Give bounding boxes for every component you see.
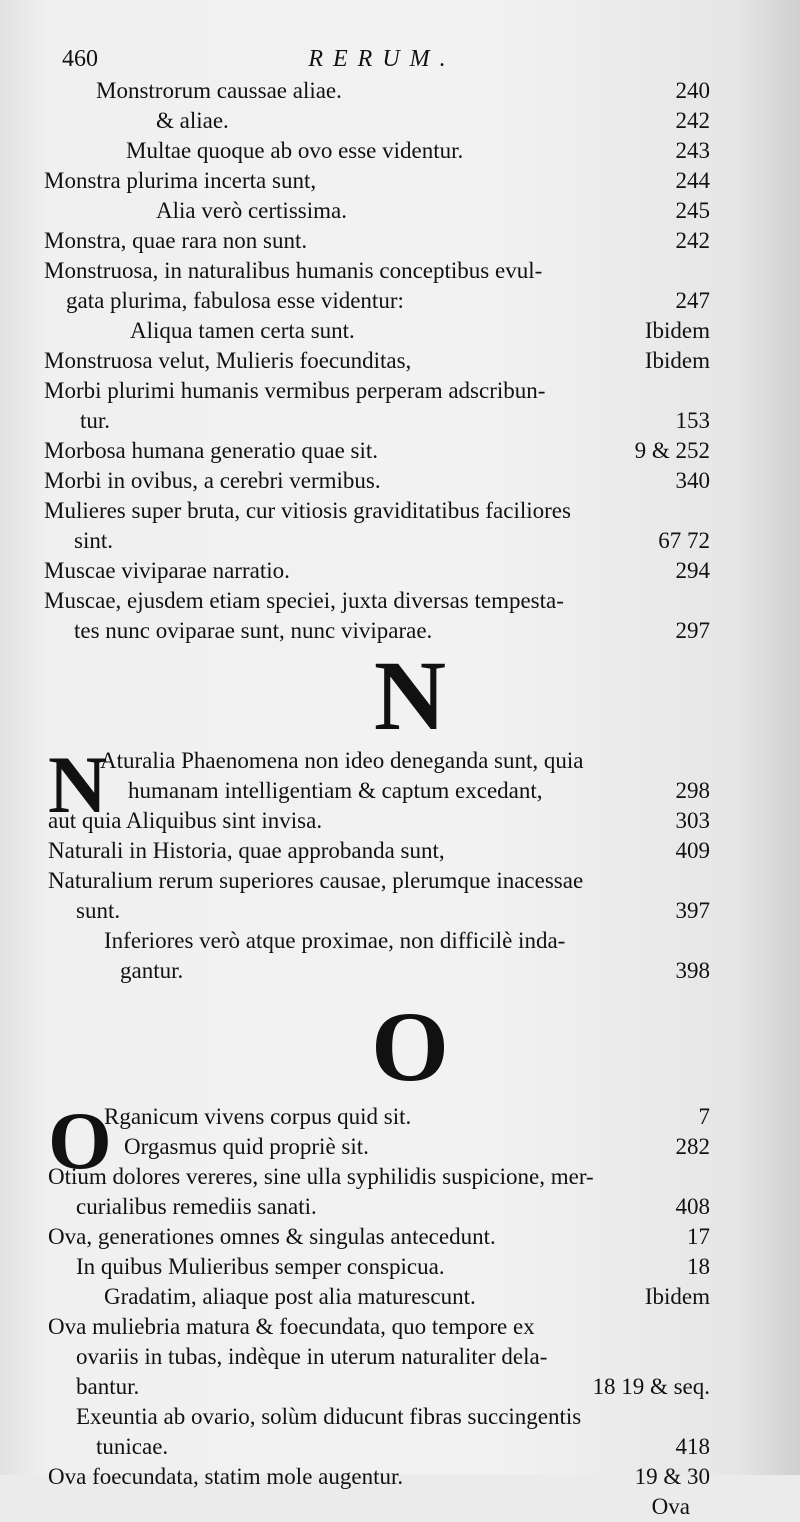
entry-page-ref: 18: [687, 1254, 710, 1279]
entry-page-ref: 303: [675, 808, 710, 833]
entry-text: Ova, generationes omnes & singulas antecedunt.: [48, 1224, 496, 1249]
index-entry: [0, 806, 800, 836]
entry-text: Alia verò certissima.: [156, 198, 347, 223]
index-entry: [0, 76, 800, 106]
index-entry: [0, 1102, 800, 1132]
index-entry: [0, 836, 800, 866]
index-entry: [0, 1312, 800, 1342]
index-entry: [0, 1462, 800, 1492]
entry-page-ref: 67 72: [658, 528, 710, 553]
entry-page-ref: 240: [675, 78, 710, 103]
running-title: RERUM.: [308, 46, 456, 72]
entry-page-ref: 409: [675, 838, 710, 863]
entry-page-ref: 243: [675, 138, 710, 163]
entry-text: Multae quoque ab ovo esse videntur.: [126, 138, 464, 163]
entry-text: gantur.: [120, 958, 184, 983]
entry-text: Mulieres super bruta, cur vitiosis graviditatibus faciliores: [44, 498, 571, 523]
index-entry: [0, 1282, 800, 1312]
entry-page-ref: 245: [675, 198, 710, 223]
index-entries: [0, 76, 800, 1522]
index-entry: [0, 136, 800, 166]
entry-text: Inferiores verò atque proximae, non difficilè inda-: [104, 928, 566, 953]
index-entry: [0, 1222, 800, 1252]
index-entry: [0, 316, 800, 346]
entry-text: Naturalium rerum superiores causae, plerumque inacessae: [48, 868, 584, 893]
entry-text: Rganicum vivens corpus quid sit.: [104, 1104, 412, 1129]
drop-cap-o: O: [48, 1095, 112, 1186]
entry-page-ref: 19 & 30: [634, 1464, 710, 1489]
index-entry: [0, 1342, 800, 1372]
index-entry: [0, 896, 800, 926]
index-entry: [0, 286, 800, 316]
index-entry: [0, 496, 800, 526]
entry-text: aut quia Aliquibus sint invisa.: [48, 808, 323, 833]
entry-page-ref: 398: [675, 958, 710, 983]
entry-page-ref: 397: [675, 898, 710, 923]
entry-page-ref: 418: [675, 1434, 710, 1459]
index-entry: [0, 746, 800, 776]
entry-text: Muscae viviparae narratio.: [44, 558, 290, 583]
entry-text: Gradatim, aliaque post alia maturescunt.: [104, 1284, 476, 1309]
index-entry: [0, 1432, 800, 1462]
index-entry: [0, 406, 800, 436]
entry-page-ref: 7: [698, 1104, 710, 1129]
entry-text: tes nunc oviparae sunt, nunc viviparae.: [74, 618, 433, 643]
entry-text: tunicae.: [96, 1434, 169, 1459]
entry-text: Exeuntia ab ovario, solùm diducunt fibras succingentis: [76, 1404, 582, 1429]
entry-text: bantur.: [76, 1374, 140, 1399]
entry-text: Monstruosa velut, Mulieris foecunditas,: [44, 348, 412, 373]
index-entry: [0, 556, 800, 586]
index-entry: [0, 256, 800, 286]
index-entry: [0, 1402, 800, 1432]
index-entry: [0, 376, 800, 406]
entry-text: Monstrorum caussae aliae.: [96, 78, 342, 103]
index-block-o-wrapper: [0, 1095, 800, 1492]
page-number: 460: [62, 46, 98, 72]
index-block-n-wrapper: [0, 739, 800, 986]
index-entry: [0, 1192, 800, 1222]
entry-text: Monstra plurima incerta sunt,: [44, 168, 317, 193]
index-entry: [0, 346, 800, 376]
entry-text: In quibus Mulieribus semper conspicua.: [76, 1254, 445, 1279]
entry-text: Morbi in ovibus, a cerebri vermibus.: [44, 468, 381, 493]
entry-page-ref: 242: [675, 228, 710, 253]
entry-page-ref: Ibidem: [644, 318, 710, 343]
entry-page-ref: 242: [675, 108, 710, 133]
section-letter-n: [20, 640, 800, 751]
entry-text: Naturali in Historia, quae approbanda sunt,: [48, 838, 445, 863]
index-block-m: [0, 76, 800, 646]
index-entry: [0, 1162, 800, 1192]
index-entry: [0, 586, 800, 616]
entry-page-ref: 244: [675, 168, 710, 193]
entry-text: Morbi plurimi humanis vermibus perperam adscribun-: [44, 378, 546, 403]
entry-text: humanam intelligentiam & captum excedant,: [128, 778, 543, 803]
index-entry: [0, 166, 800, 196]
index-entry: [0, 466, 800, 496]
index-entry: [0, 866, 800, 896]
entry-text: sunt.: [76, 898, 121, 923]
entry-text: sint.: [74, 528, 113, 553]
entry-text: Ova muliebria matura & foecundata, quo tempore ex: [48, 1314, 535, 1339]
index-entry: [0, 436, 800, 466]
entry-text: Orgasmus quid propriè sit.: [124, 1134, 369, 1159]
entry-page-ref: 298: [675, 778, 710, 803]
index-entry: [0, 1132, 800, 1162]
index-entry: [0, 106, 800, 136]
catchword-line: [0, 1492, 800, 1522]
entry-text: tur.: [80, 408, 111, 433]
index-entry: [0, 776, 800, 806]
section-letter-o: [20, 992, 800, 1102]
index-entry: [0, 526, 800, 556]
entry-text: & aliae.: [156, 108, 229, 133]
entry-page-ref: 153: [675, 408, 710, 433]
entry-text: curialibus remediis sanati.: [76, 1194, 317, 1219]
index-entry: [0, 926, 800, 956]
entry-text: Otium dolores vereres, sine ulla syphilidis suspicione, mer-: [48, 1164, 594, 1189]
drop-cap-n: N: [48, 739, 108, 830]
entry-text: Muscae, ejusdem etiam speciei, juxta diversas tempesta-: [44, 588, 564, 613]
entry-text: ovariis in tubas, indèque in uterum naturaliter dela-: [76, 1344, 548, 1369]
entry-text: Ova foecundata, statim mole augentur.: [48, 1464, 404, 1489]
entry-text: Aturalia Phaenomena non ideo deneganda sunt, quia: [100, 748, 584, 773]
entry-page-ref: 9 & 252: [634, 438, 710, 463]
entry-page-ref: 294: [675, 558, 710, 583]
entry-page-ref: 282: [675, 1134, 710, 1159]
index-entry: [0, 956, 800, 986]
index-block-n: [0, 739, 800, 986]
catchword: Ova: [651, 1494, 690, 1519]
entry-page-ref: 408: [675, 1194, 710, 1219]
index-entry: [0, 226, 800, 256]
entry-page-ref: 17: [687, 1224, 710, 1249]
entry-text: Morbosa humana generatio quae sit.: [44, 438, 379, 463]
section-letter: N: [373, 640, 447, 751]
entry-text: Aliqua tamen certa sunt.: [130, 318, 355, 343]
index-entry: [0, 1252, 800, 1282]
entry-text: Monstra, quae rara non sunt.: [44, 228, 308, 253]
entry-page-ref: 297: [675, 618, 710, 643]
index-entry: [0, 1372, 800, 1402]
entry-text: gata plurima, fabulosa esse videntur:: [66, 288, 404, 313]
section-letter: O: [371, 991, 449, 1102]
entry-page-ref: Ibidem: [644, 348, 710, 373]
entry-page-ref: 340: [675, 468, 710, 493]
index-entry: [0, 196, 800, 226]
entry-page-ref: 247: [675, 288, 710, 313]
entry-page-ref: 18 19 & seq.: [592, 1374, 710, 1399]
entry-page-ref: Ibidem: [644, 1284, 710, 1309]
index-block-o: [0, 1095, 800, 1492]
entry-text: Monstruosa, in naturalibus humanis conceptibus evul-: [44, 258, 543, 283]
